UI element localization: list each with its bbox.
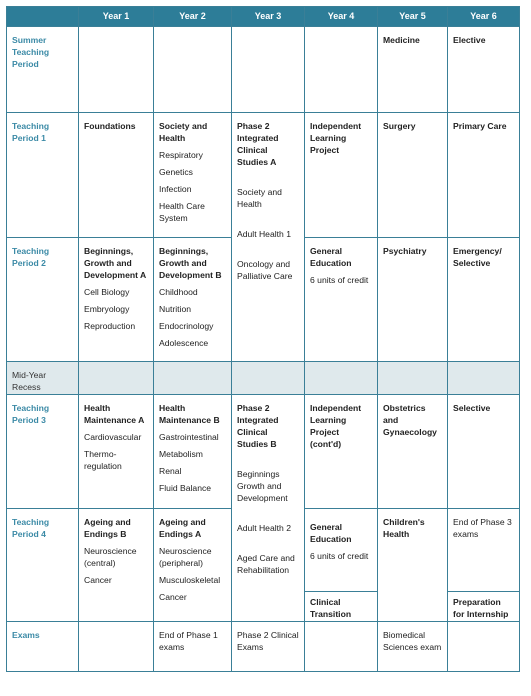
cell-tp1-y1 (79, 113, 154, 238)
row-label-recess: Mid-Year Recess (7, 362, 79, 395)
tp2-y1-title: Beginnings, Growth and Development A (84, 246, 147, 280)
row-label-tp4: Teaching Period 4 (7, 509, 79, 622)
exams-y5-text: Biomedical Sciences exam (383, 630, 442, 652)
cell-recess-y4 (305, 362, 378, 395)
tp1-y6-text: Primary Care (453, 121, 507, 131)
tp3-y6-text: Selective (453, 403, 491, 413)
y3-b-title: Phase 2 Integrated Clinical Studies B (237, 403, 279, 449)
header-year-4: Year 4 (305, 7, 378, 27)
cell-exams-y4 (305, 622, 378, 672)
tp2-y6-text: Emergency/ Selective (453, 246, 502, 268)
cell-exams-y6 (448, 622, 520, 672)
cell-summer-y2 (154, 27, 232, 113)
cell-tp2-y4 (305, 238, 378, 362)
row-recess (7, 362, 520, 395)
tp3-y5-text: Obstetrics and Gynaecology (383, 403, 437, 437)
tp4-y2-item: Musculoskeletal (159, 575, 221, 585)
tp3-y2-item: Renal (159, 466, 182, 476)
cell-tp3-y1 (79, 395, 154, 509)
tp1-y2-item: Respiratory (159, 150, 203, 160)
y4-gen-ed-title: General Education (310, 246, 352, 268)
y3-a-item: Society and Health (237, 187, 282, 209)
cell-tp1-y2 (154, 113, 232, 238)
row-tp1 (7, 113, 520, 238)
cell-recess-y5 (378, 362, 448, 395)
cell-tp3-y4 (305, 395, 378, 509)
cell-tp2-y2 (154, 238, 232, 362)
tp3-y1-title: Health Maintenance A (84, 403, 145, 425)
header-year-1: Year 1 (79, 7, 154, 27)
cell-summer-y3 (232, 27, 305, 113)
row-label-exams: Exams (7, 622, 79, 672)
row-summer (7, 27, 520, 113)
cell-recess-y1 (79, 362, 154, 395)
row-label-summer: Summer Teaching Period (7, 27, 79, 113)
cell-tp1-y5 (378, 113, 448, 238)
y4-clinical-transition: Clinical Transition (310, 597, 352, 619)
tp4-y2-item: Cancer (159, 592, 187, 602)
tp2-y2-item: Nutrition (159, 304, 191, 314)
cell-tp2-y1 (79, 238, 154, 362)
tp2-y2-item: Childhood (159, 287, 198, 297)
cell-recess-y3 (232, 362, 305, 395)
tp3-y2-item: Fluid Balance (159, 483, 212, 493)
tp4-y6-prep: Preparation for Internship (453, 597, 509, 619)
tp4-y1-item: Cancer (84, 575, 112, 585)
y3-b-item: Aged Care and Rehabilitation (237, 553, 295, 575)
tp2-y1-item: Reproduction (84, 321, 136, 331)
tp3-y2-title: Health Maintenance B (159, 403, 220, 425)
cell-tp4-y4 (305, 509, 378, 622)
cell-exams-y1 (79, 622, 154, 672)
row-label-tp2: Teaching Period 2 (7, 238, 79, 362)
cell-tp4-y2 (154, 509, 232, 622)
tp1-y5-text: Surgery (383, 121, 416, 131)
exams-y3-text: Phase 2 Clinical Exams (237, 630, 299, 652)
tp3-y1-item: Thermo-regulation (84, 449, 122, 471)
cell-tp4-y1 (79, 509, 154, 622)
tp1-y2-item: Health Care System (159, 201, 205, 223)
cell-summer-y4 (305, 27, 378, 113)
header-corner (7, 7, 79, 27)
tp4-y1-item: Neuroscience (central) (84, 546, 137, 568)
cell-y3-block-a (232, 113, 305, 362)
cell-summer-y1 (79, 27, 154, 113)
tp2-y1-item: Embryology (84, 304, 130, 314)
header-year-6: Year 6 (448, 7, 520, 27)
tp4-y6-prep-block (448, 591, 519, 621)
tp3-y2-item: Gastrointestinal (159, 432, 219, 442)
tp2-y5-text: Psychiatry (383, 246, 427, 256)
y4-clinical-transition-block (305, 591, 377, 621)
tp1-y1-title: Foundations (84, 121, 136, 131)
header-year-5: Year 5 (378, 7, 448, 27)
tp3-y2-item: Metabolism (159, 449, 203, 459)
summer-y5-text: Medicine (383, 35, 420, 45)
cell-tp1-y6 (448, 113, 520, 238)
cell-tp2-y5 (378, 238, 448, 362)
cell-tp4-y5 (378, 509, 448, 622)
row-label-tp1: Teaching Period 1 (7, 113, 79, 238)
tp4-y5-text: Children's Health (383, 517, 425, 539)
tp3-y1-item: Cardiovascular (84, 432, 142, 442)
y4-gen-ed-units: 6 units of credit (310, 275, 369, 285)
cell-exams-y2 (154, 622, 232, 672)
header-year-2: Year 2 (154, 7, 232, 27)
tp4-y1-title: Ageing and Endings B (84, 517, 131, 539)
row-label-tp3: Teaching Period 3 (7, 395, 79, 509)
cell-tp4-y6 (448, 509, 520, 622)
tp1-y2-item: Genetics (159, 167, 193, 177)
y4-ilp-title: Independent Learning Project (310, 121, 362, 155)
tp4-y2-title: Ageing and Endings A (159, 517, 206, 539)
tp2-y2-title: Beginnings, Growth and Development B (159, 246, 222, 280)
cell-recess-y2 (154, 362, 232, 395)
tp2-y2-item: Adolescence (159, 338, 209, 348)
cell-recess-y6 (448, 362, 520, 395)
curriculum-table (6, 6, 520, 672)
cell-summer-y5 (378, 27, 448, 113)
y4-ilp-cont-title: Independent Learning Project (cont'd) (310, 403, 362, 449)
tp2-y1-item: Cell Biology (84, 287, 130, 297)
tp4-y6-text: End of Phase 3 exams (453, 517, 512, 539)
y3-a-item: Adult Health 1 (237, 229, 291, 239)
cell-y3-block-b (232, 395, 305, 622)
tp4-y2-item: Neuroscience (peripheral) (159, 546, 212, 568)
tp1-y2-title: Society and Health (159, 121, 208, 143)
cell-exams-y3 (232, 622, 305, 672)
tp4-y6-exams-block (448, 509, 519, 591)
y3-a-title: Phase 2 Integrated Clinical Studies A (237, 121, 279, 167)
cell-exams-y5 (378, 622, 448, 672)
cell-tp1-y4 (305, 113, 378, 238)
y4-gen-ed2-units: 6 units of credit (310, 551, 369, 561)
cell-tp2-y6 (448, 238, 520, 362)
cell-tp3-y2 (154, 395, 232, 509)
row-tp3 (7, 395, 520, 509)
cell-summer-y6 (448, 27, 520, 113)
y3-b-item: Adult Health 2 (237, 523, 291, 533)
y3-b-item: Beginnings Growth and Development (237, 469, 288, 503)
exams-y2-text: End of Phase 1 exams (159, 630, 218, 652)
summer-y6-text: Elective (453, 35, 486, 45)
y3-a-item: Oncology and Palliative Care (237, 259, 293, 281)
header-year-3: Year 3 (232, 7, 305, 27)
y4-gen-ed2-block (305, 509, 377, 591)
cell-tp3-y5 (378, 395, 448, 509)
row-exams (7, 622, 520, 672)
header-row (7, 7, 520, 27)
cell-tp3-y6 (448, 395, 520, 509)
y4-gen-ed2-title: General Education (310, 522, 352, 544)
tp1-y2-item: Infection (159, 184, 192, 194)
tp2-y2-item: Endocrinology (159, 321, 214, 331)
